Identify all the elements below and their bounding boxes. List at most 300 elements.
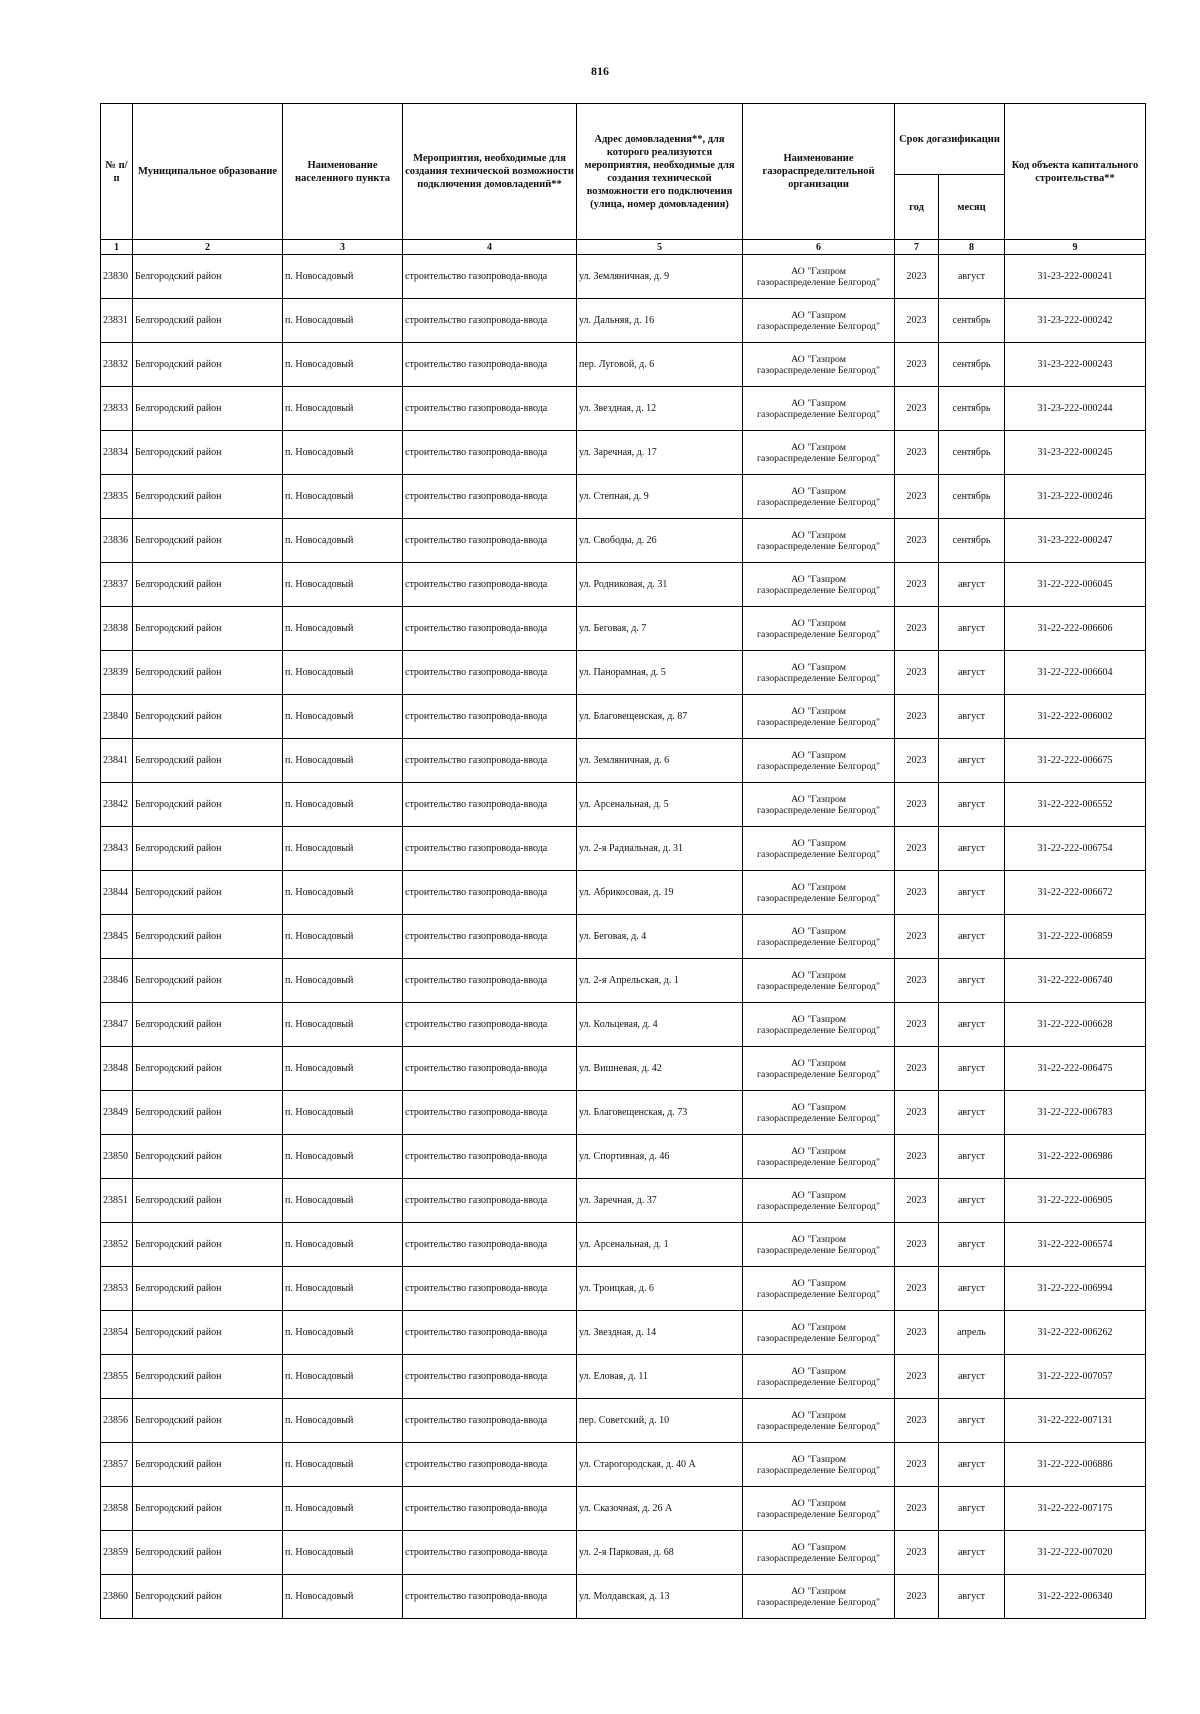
- table-row: [101, 1531, 1146, 1575]
- measure-cell: строительство газопровода-ввода: [403, 1487, 577, 1531]
- code-cell: 31-22-222-007020: [1005, 1531, 1146, 1575]
- org-line: газораспределение Белгород": [757, 320, 880, 332]
- settlement-cell: п. Новосадовый: [283, 1047, 403, 1091]
- municipality-cell: Белгородский район: [133, 1135, 283, 1179]
- settlement-cell: п. Новосадовый: [283, 519, 403, 563]
- table-row: [101, 1223, 1146, 1267]
- org-cell: [743, 255, 895, 299]
- year-cell: 2023: [895, 915, 939, 959]
- header-measures: Мероприятия, необходимые для создания технической возможности подключения домовладений**: [403, 104, 577, 240]
- code-cell: 31-23-222-000245: [1005, 431, 1146, 475]
- month-cell: август: [939, 695, 1005, 739]
- org-line: АО "Газпром: [791, 925, 846, 937]
- municipality-cell: Белгородский район: [133, 1003, 283, 1047]
- column-number: 4: [403, 240, 577, 255]
- address-cell: ул. Арсенальная, д. 5: [577, 783, 743, 827]
- year-cell: 2023: [895, 871, 939, 915]
- address-cell: ул. 2-я Апрельская, д. 1: [577, 959, 743, 1003]
- org-line: газораспределение Белгород": [757, 1112, 880, 1124]
- address-cell: пер. Советский, д. 10: [577, 1399, 743, 1443]
- org-line: газораспределение Белгород": [757, 628, 880, 640]
- row-number: 23849: [101, 1091, 133, 1135]
- row-number: 23843: [101, 827, 133, 871]
- municipality-cell: Белгородский район: [133, 1047, 283, 1091]
- org-line: газораспределение Белгород": [757, 496, 880, 508]
- year-cell: 2023: [895, 1135, 939, 1179]
- table-row: [101, 1575, 1146, 1619]
- settlement-cell: п. Новосадовый: [283, 387, 403, 431]
- measure-cell: строительство газопровода-ввода: [403, 695, 577, 739]
- settlement-cell: п. Новосадовый: [283, 783, 403, 827]
- org-line: АО "Газпром: [791, 1013, 846, 1025]
- measure-cell: строительство газопровода-ввода: [403, 563, 577, 607]
- year-cell: 2023: [895, 1179, 939, 1223]
- address-cell: ул. Арсенальная, д. 1: [577, 1223, 743, 1267]
- org-line: АО "Газпром: [791, 881, 846, 893]
- address-cell: ул. Благовещенская, д. 87: [577, 695, 743, 739]
- address-cell: ул. Вишневая, д. 42: [577, 1047, 743, 1091]
- org-line: газораспределение Белгород": [757, 1464, 880, 1476]
- org-line: газораспределение Белгород": [757, 540, 880, 552]
- municipality-cell: Белгородский район: [133, 1487, 283, 1531]
- header-code: Код объекта капитального строительства**: [1005, 104, 1146, 240]
- table-row: [101, 1355, 1146, 1399]
- year-cell: 2023: [895, 1531, 939, 1575]
- org-cell: [743, 783, 895, 827]
- org-line: газораспределение Белгород": [757, 364, 880, 376]
- municipality-cell: Белгородский район: [133, 1355, 283, 1399]
- header-settlement: Наименование населенного пункта: [283, 104, 403, 240]
- settlement-cell: п. Новосадовый: [283, 1443, 403, 1487]
- address-cell: ул. Звездная, д. 14: [577, 1311, 743, 1355]
- org-line: АО "Газпром: [791, 309, 846, 321]
- table-row: [101, 959, 1146, 1003]
- month-cell: август: [939, 1267, 1005, 1311]
- org-line: АО "Газпром: [791, 265, 846, 277]
- org-line: газораспределение Белгород": [757, 584, 880, 596]
- org-cell: [743, 827, 895, 871]
- municipality-cell: Белгородский район: [133, 695, 283, 739]
- table-row: [101, 1179, 1146, 1223]
- address-cell: ул. 2-я Парковая, д. 68: [577, 1531, 743, 1575]
- row-number: 23842: [101, 783, 133, 827]
- address-cell: ул. Земляничная, д. 6: [577, 739, 743, 783]
- code-cell: 31-22-222-006628: [1005, 1003, 1146, 1047]
- settlement-cell: п. Новосадовый: [283, 1575, 403, 1619]
- org-line: газораспределение Белгород": [757, 1288, 880, 1300]
- municipality-cell: Белгородский район: [133, 1267, 283, 1311]
- page-number: 816: [591, 64, 609, 78]
- year-cell: 2023: [895, 651, 939, 695]
- header-month: месяц: [939, 175, 1005, 240]
- municipality-cell: Белгородский район: [133, 1091, 283, 1135]
- municipality-cell: Белгородский район: [133, 607, 283, 651]
- row-number: 23831: [101, 299, 133, 343]
- measure-cell: строительство газопровода-ввода: [403, 1575, 577, 1619]
- year-cell: 2023: [895, 827, 939, 871]
- address-cell: ул. Спортивная, д. 46: [577, 1135, 743, 1179]
- month-cell: август: [939, 1487, 1005, 1531]
- org-cell: [743, 431, 895, 475]
- org-line: газораспределение Белгород": [757, 760, 880, 772]
- address-cell: ул. Беговая, д. 4: [577, 915, 743, 959]
- org-line: АО "Газпром: [791, 1409, 846, 1421]
- month-cell: август: [939, 1223, 1005, 1267]
- code-cell: 31-22-222-006994: [1005, 1267, 1146, 1311]
- org-cell: [743, 1531, 895, 1575]
- header-org: Наименование газораспределительной организации: [743, 104, 895, 240]
- municipality-cell: Белгородский район: [133, 1179, 283, 1223]
- org-line: АО "Газпром: [791, 1365, 846, 1377]
- code-cell: 31-23-222-000244: [1005, 387, 1146, 431]
- code-cell: 31-23-222-000241: [1005, 255, 1146, 299]
- table-row: [101, 1311, 1146, 1355]
- row-number: 23833: [101, 387, 133, 431]
- year-cell: 2023: [895, 431, 939, 475]
- row-number: 23836: [101, 519, 133, 563]
- month-cell: август: [939, 1135, 1005, 1179]
- row-number: 23838: [101, 607, 133, 651]
- code-cell: 31-23-222-000246: [1005, 475, 1146, 519]
- row-number: 23853: [101, 1267, 133, 1311]
- municipality-cell: Белгородский район: [133, 387, 283, 431]
- org-cell: [743, 1091, 895, 1135]
- org-cell: [743, 915, 895, 959]
- org-cell: [743, 695, 895, 739]
- org-line: газораспределение Белгород": [757, 980, 880, 992]
- org-cell: [743, 563, 895, 607]
- month-cell: август: [939, 827, 1005, 871]
- row-number: 23852: [101, 1223, 133, 1267]
- municipality-cell: Белгородский район: [133, 563, 283, 607]
- row-number: 23851: [101, 1179, 133, 1223]
- month-cell: август: [939, 651, 1005, 695]
- row-number: 23846: [101, 959, 133, 1003]
- org-cell: [743, 1267, 895, 1311]
- code-cell: 31-22-222-006574: [1005, 1223, 1146, 1267]
- measure-cell: строительство газопровода-ввода: [403, 915, 577, 959]
- month-cell: сентябрь: [939, 387, 1005, 431]
- address-cell: ул. Молдавская, д. 13: [577, 1575, 743, 1619]
- org-line: АО "Газпром: [791, 397, 846, 409]
- table-row: [101, 1399, 1146, 1443]
- settlement-cell: п. Новосадовый: [283, 1355, 403, 1399]
- code-cell: 31-23-222-000243: [1005, 343, 1146, 387]
- municipality-cell: Белгородский район: [133, 475, 283, 519]
- table-row: [101, 1091, 1146, 1135]
- measure-cell: строительство газопровода-ввода: [403, 519, 577, 563]
- org-line: АО "Газпром: [791, 1321, 846, 1333]
- table-row: [101, 1267, 1146, 1311]
- org-line: газораспределение Белгород": [757, 848, 880, 860]
- table-row: [101, 1443, 1146, 1487]
- column-number: 8: [939, 240, 1005, 255]
- org-line: АО "Газпром: [791, 1585, 846, 1597]
- row-number: 23834: [101, 431, 133, 475]
- code-cell: 31-22-222-006675: [1005, 739, 1146, 783]
- org-line: газораспределение Белгород": [757, 892, 880, 904]
- municipality-cell: Белгородский район: [133, 827, 283, 871]
- org-line: АО "Газпром: [791, 1101, 846, 1113]
- municipality-cell: Белгородский район: [133, 651, 283, 695]
- column-number: 6: [743, 240, 895, 255]
- org-line: газораспределение Белгород": [757, 1156, 880, 1168]
- measure-cell: строительство газопровода-ввода: [403, 1135, 577, 1179]
- org-line: АО "Газпром: [791, 1453, 846, 1465]
- measure-cell: строительство газопровода-ввода: [403, 651, 577, 695]
- code-cell: 31-22-222-007175: [1005, 1487, 1146, 1531]
- org-cell: [743, 299, 895, 343]
- measure-cell: строительство газопровода-ввода: [403, 1091, 577, 1135]
- municipality-cell: Белгородский район: [133, 343, 283, 387]
- code-cell: 31-22-222-006986: [1005, 1135, 1146, 1179]
- year-cell: 2023: [895, 563, 939, 607]
- table-row: [101, 519, 1146, 563]
- org-line: газораспределение Белгород": [757, 1024, 880, 1036]
- org-line: газораспределение Белгород": [757, 1200, 880, 1212]
- table-row: [101, 1003, 1146, 1047]
- org-cell: [743, 343, 895, 387]
- code-cell: 31-22-222-006606: [1005, 607, 1146, 651]
- table-row: [101, 871, 1146, 915]
- measure-cell: строительство газопровода-ввода: [403, 1399, 577, 1443]
- org-line: газораспределение Белгород": [757, 1244, 880, 1256]
- measure-cell: строительство газопровода-ввода: [403, 1003, 577, 1047]
- code-cell: 31-22-222-006475: [1005, 1047, 1146, 1091]
- org-cell: [743, 651, 895, 695]
- row-number: 23845: [101, 915, 133, 959]
- org-cell: [743, 387, 895, 431]
- month-cell: сентябрь: [939, 431, 1005, 475]
- gasification-table: [100, 103, 1146, 1619]
- org-line: газораспределение Белгород": [757, 1332, 880, 1344]
- measure-cell: строительство газопровода-ввода: [403, 783, 577, 827]
- month-cell: сентябрь: [939, 519, 1005, 563]
- org-cell: [743, 739, 895, 783]
- table-row: [101, 607, 1146, 651]
- org-line: газораспределение Белгород": [757, 1068, 880, 1080]
- year-cell: 2023: [895, 1223, 939, 1267]
- table-row: [101, 387, 1146, 431]
- month-cell: август: [939, 1531, 1005, 1575]
- org-line: АО "Газпром: [791, 441, 846, 453]
- month-cell: август: [939, 1003, 1005, 1047]
- code-cell: 31-22-222-006672: [1005, 871, 1146, 915]
- municipality-cell: Белгородский район: [133, 739, 283, 783]
- settlement-cell: п. Новосадовый: [283, 1135, 403, 1179]
- settlement-cell: п. Новосадовый: [283, 1531, 403, 1575]
- address-cell: ул. Заречная, д. 37: [577, 1179, 743, 1223]
- header-address: Адрес домовладения**, для которого реализуются мероприятия, необходимые для создания технической возможности его подключения (улица, номер домовладения): [577, 104, 743, 240]
- org-line: газораспределение Белгород": [757, 804, 880, 816]
- month-cell: август: [939, 739, 1005, 783]
- month-cell: апрель: [939, 1311, 1005, 1355]
- org-line: газораспределение Белгород": [757, 408, 880, 420]
- org-line: АО "Газпром: [791, 617, 846, 629]
- code-cell: 31-22-222-007131: [1005, 1399, 1146, 1443]
- row-number: 23856: [101, 1399, 133, 1443]
- org-cell: [743, 1487, 895, 1531]
- org-cell: [743, 1575, 895, 1619]
- header-term: Срок догазификации: [895, 104, 1005, 175]
- table-header: [101, 104, 1146, 255]
- measure-cell: строительство газопровода-ввода: [403, 959, 577, 1003]
- month-cell: август: [939, 1047, 1005, 1091]
- org-line: газораспределение Белгород": [757, 1596, 880, 1608]
- address-cell: ул. Абрикосовая, д. 19: [577, 871, 743, 915]
- year-cell: 2023: [895, 1355, 939, 1399]
- row-number: 23858: [101, 1487, 133, 1531]
- municipality-cell: Белгородский район: [133, 519, 283, 563]
- month-cell: август: [939, 871, 1005, 915]
- org-line: газораспределение Белгород": [757, 1552, 880, 1564]
- address-cell: ул. Сказочная, д. 26 А: [577, 1487, 743, 1531]
- org-line: АО "Газпром: [791, 1233, 846, 1245]
- column-number: 5: [577, 240, 743, 255]
- row-number: 23850: [101, 1135, 133, 1179]
- measure-cell: строительство газопровода-ввода: [403, 475, 577, 519]
- table-row: [101, 651, 1146, 695]
- year-cell: 2023: [895, 607, 939, 651]
- org-line: АО "Газпром: [791, 1497, 846, 1509]
- column-number: 2: [133, 240, 283, 255]
- column-number: 7: [895, 240, 939, 255]
- org-line: газораспределение Белгород": [757, 276, 880, 288]
- org-line: АО "Газпром: [791, 573, 846, 585]
- month-cell: август: [939, 1575, 1005, 1619]
- settlement-cell: п. Новосадовый: [283, 563, 403, 607]
- column-number: 1: [101, 240, 133, 255]
- address-cell: ул. Звездная, д. 12: [577, 387, 743, 431]
- row-number: 23860: [101, 1575, 133, 1619]
- month-cell: сентябрь: [939, 475, 1005, 519]
- month-cell: сентябрь: [939, 343, 1005, 387]
- table-row: [101, 563, 1146, 607]
- measure-cell: строительство газопровода-ввода: [403, 255, 577, 299]
- measure-cell: строительство газопровода-ввода: [403, 1355, 577, 1399]
- code-cell: 31-22-222-006754: [1005, 827, 1146, 871]
- municipality-cell: Белгородский район: [133, 783, 283, 827]
- org-line: газораспределение Белгород": [757, 1376, 880, 1388]
- measure-cell: строительство газопровода-ввода: [403, 1311, 577, 1355]
- row-number: 23830: [101, 255, 133, 299]
- table-row: [101, 255, 1146, 299]
- row-number: 23832: [101, 343, 133, 387]
- month-cell: август: [939, 255, 1005, 299]
- measure-cell: строительство газопровода-ввода: [403, 431, 577, 475]
- municipality-cell: Белгородский район: [133, 1311, 283, 1355]
- year-cell: 2023: [895, 1003, 939, 1047]
- table-row: [101, 915, 1146, 959]
- settlement-cell: п. Новосадовый: [283, 915, 403, 959]
- code-cell: 31-22-222-006002: [1005, 695, 1146, 739]
- year-cell: 2023: [895, 695, 939, 739]
- municipality-cell: Белгородский район: [133, 255, 283, 299]
- year-cell: 2023: [895, 959, 939, 1003]
- column-numbers-row: [101, 240, 1146, 255]
- table-row: [101, 783, 1146, 827]
- address-cell: ул. Заречная, д. 17: [577, 431, 743, 475]
- municipality-cell: Белгородский район: [133, 431, 283, 475]
- measure-cell: строительство газопровода-ввода: [403, 1047, 577, 1091]
- org-line: АО "Газпром: [791, 793, 846, 805]
- address-cell: ул. Беговая, д. 7: [577, 607, 743, 651]
- measure-cell: строительство газопровода-ввода: [403, 1531, 577, 1575]
- year-cell: 2023: [895, 1575, 939, 1619]
- settlement-cell: п. Новосадовый: [283, 1487, 403, 1531]
- address-cell: ул. Троицкая, д. 6: [577, 1267, 743, 1311]
- settlement-cell: п. Новосадовый: [283, 739, 403, 783]
- code-cell: 31-22-222-006340: [1005, 1575, 1146, 1619]
- org-line: АО "Газпром: [791, 969, 846, 981]
- settlement-cell: п. Новосадовый: [283, 431, 403, 475]
- municipality-cell: Белгородский район: [133, 959, 283, 1003]
- municipality-cell: Белгородский район: [133, 299, 283, 343]
- measure-cell: строительство газопровода-ввода: [403, 299, 577, 343]
- year-cell: 2023: [895, 299, 939, 343]
- row-number: 23837: [101, 563, 133, 607]
- measure-cell: строительство газопровода-ввода: [403, 827, 577, 871]
- column-number: 9: [1005, 240, 1146, 255]
- table-row: [101, 343, 1146, 387]
- org-cell: [743, 1003, 895, 1047]
- code-cell: 31-22-222-006552: [1005, 783, 1146, 827]
- year-cell: 2023: [895, 343, 939, 387]
- header-year: год: [895, 175, 939, 240]
- table-row: [101, 739, 1146, 783]
- measure-cell: строительство газопровода-ввода: [403, 1223, 577, 1267]
- table-row: [101, 1135, 1146, 1179]
- org-cell: [743, 1047, 895, 1091]
- settlement-cell: п. Новосадовый: [283, 695, 403, 739]
- row-number: 23859: [101, 1531, 133, 1575]
- settlement-cell: п. Новосадовый: [283, 1267, 403, 1311]
- settlement-cell: п. Новосадовый: [283, 1311, 403, 1355]
- year-cell: 2023: [895, 1399, 939, 1443]
- code-cell: 31-22-222-006905: [1005, 1179, 1146, 1223]
- org-line: АО "Газпром: [791, 353, 846, 365]
- row-number: 23844: [101, 871, 133, 915]
- month-cell: август: [939, 1355, 1005, 1399]
- address-cell: ул. Свободы, д. 26: [577, 519, 743, 563]
- org-cell: [743, 959, 895, 1003]
- municipality-cell: Белгородский район: [133, 1531, 283, 1575]
- org-line: газораспределение Белгород": [757, 716, 880, 728]
- org-cell: [743, 1355, 895, 1399]
- row-number: 23839: [101, 651, 133, 695]
- month-cell: август: [939, 959, 1005, 1003]
- org-line: газораспределение Белгород": [757, 936, 880, 948]
- org-cell: [743, 871, 895, 915]
- measure-cell: строительство газопровода-ввода: [403, 607, 577, 651]
- org-cell: [743, 1223, 895, 1267]
- year-cell: 2023: [895, 1047, 939, 1091]
- municipality-cell: Белгородский район: [133, 1443, 283, 1487]
- municipality-cell: Белгородский район: [133, 915, 283, 959]
- table-row: [101, 1487, 1146, 1531]
- org-cell: [743, 607, 895, 651]
- code-cell: 31-22-222-006783: [1005, 1091, 1146, 1135]
- year-cell: 2023: [895, 1487, 939, 1531]
- month-cell: август: [939, 915, 1005, 959]
- org-cell: [743, 1179, 895, 1223]
- settlement-cell: п. Новосадовый: [283, 651, 403, 695]
- row-number: 23857: [101, 1443, 133, 1487]
- org-line: АО "Газпром: [791, 1057, 846, 1069]
- month-cell: август: [939, 1091, 1005, 1135]
- code-cell: 31-22-222-006604: [1005, 651, 1146, 695]
- year-cell: 2023: [895, 783, 939, 827]
